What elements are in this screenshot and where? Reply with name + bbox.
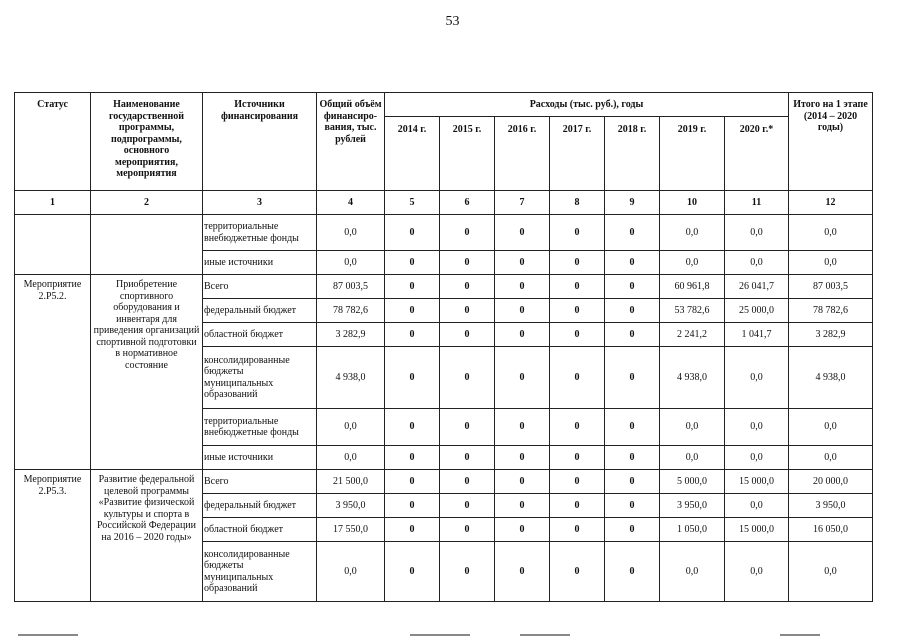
value-cell: 0,0 bbox=[725, 251, 789, 275]
value-cell: 0 bbox=[495, 542, 550, 602]
value-cell: 0 bbox=[385, 446, 440, 470]
value-cell: 0 bbox=[495, 275, 550, 299]
value-cell: 0 bbox=[605, 275, 660, 299]
header-name: Наименование государственной программы, подпрограммы, основного мероприятия, мероприятия bbox=[91, 93, 203, 191]
value-cell: 0,0 bbox=[317, 215, 385, 251]
funding-source-cell: территориальные внебюджетные фонды bbox=[203, 215, 317, 251]
value-cell: 0,0 bbox=[660, 215, 725, 251]
funding-source-cell: областной бюджет bbox=[203, 518, 317, 542]
value-cell: 0,0 bbox=[725, 347, 789, 409]
value-cell: 0 bbox=[385, 518, 440, 542]
program-name-cell: Приобретение спортивного оборудования и инвентаря для приведения организаций спортивной подготовки в нормативное состояние bbox=[91, 275, 203, 470]
value-cell: 0 bbox=[385, 299, 440, 323]
value-cell: 0,0 bbox=[789, 446, 873, 470]
value-cell: 0 bbox=[385, 470, 440, 494]
value-cell: 0,0 bbox=[317, 446, 385, 470]
value-cell: 0,0 bbox=[789, 251, 873, 275]
funding-source-cell: консолидированные бюджеты муниципальных образований bbox=[203, 542, 317, 602]
table-row bbox=[15, 470, 873, 494]
value-cell: 0 bbox=[605, 409, 660, 446]
status-cell bbox=[15, 215, 91, 275]
value-cell: 0 bbox=[495, 446, 550, 470]
value-cell: 15 000,0 bbox=[725, 518, 789, 542]
value-cell: 0 bbox=[440, 323, 495, 347]
value-cell: 0 bbox=[605, 299, 660, 323]
value-cell: 60 961,8 bbox=[660, 275, 725, 299]
value-cell: 3 282,9 bbox=[789, 323, 873, 347]
value-cell: 0,0 bbox=[725, 409, 789, 446]
value-cell: 4 938,0 bbox=[660, 347, 725, 409]
value-cell: 0 bbox=[440, 518, 495, 542]
program-name-cell: Развитие федеральной целевой программы «Развитие физической культуры и спорта в Российской Федерации на 2016 – 2020 годы» bbox=[91, 470, 203, 602]
value-cell: 0 bbox=[550, 347, 605, 409]
value-cell: 4 938,0 bbox=[317, 347, 385, 409]
value-cell: 0 bbox=[385, 347, 440, 409]
program-name-cell bbox=[91, 215, 203, 275]
value-cell: 0 bbox=[385, 494, 440, 518]
column-number: 10 bbox=[660, 191, 725, 215]
value-cell: 0 bbox=[495, 323, 550, 347]
header-stage-total: Итого на 1 этапе (2014 – 2020 годы) bbox=[789, 93, 873, 191]
value-cell: 0 bbox=[440, 409, 495, 446]
header-year: 2019 г. bbox=[660, 117, 725, 191]
value-cell: 0 bbox=[495, 347, 550, 409]
value-cell: 0 bbox=[550, 299, 605, 323]
value-cell: 0 bbox=[550, 494, 605, 518]
value-cell: 0,0 bbox=[725, 446, 789, 470]
value-cell: 15 000,0 bbox=[725, 470, 789, 494]
value-cell: 3 282,9 bbox=[317, 323, 385, 347]
value-cell: 3 950,0 bbox=[789, 494, 873, 518]
funding-source-cell: территориальные внебюджетные фонды bbox=[203, 409, 317, 446]
funding-source-cell: федеральный бюджет bbox=[203, 299, 317, 323]
value-cell: 0 bbox=[605, 542, 660, 602]
value-cell: 0,0 bbox=[789, 542, 873, 602]
funding-source-cell: иные источники bbox=[203, 251, 317, 275]
value-cell: 0,0 bbox=[317, 409, 385, 446]
value-cell: 0 bbox=[440, 275, 495, 299]
value-cell: 1 050,0 bbox=[660, 518, 725, 542]
value-cell: 1 041,7 bbox=[725, 323, 789, 347]
value-cell: 0 bbox=[440, 347, 495, 409]
value-cell: 0,0 bbox=[317, 542, 385, 602]
value-cell: 0 bbox=[605, 215, 660, 251]
value-cell: 0,0 bbox=[789, 215, 873, 251]
header-year: 2020 г.* bbox=[725, 117, 789, 191]
column-number: 1 bbox=[15, 191, 91, 215]
column-number: 2 bbox=[91, 191, 203, 215]
value-cell: 0,0 bbox=[725, 542, 789, 602]
value-cell: 0 bbox=[550, 409, 605, 446]
value-cell: 0 bbox=[550, 323, 605, 347]
value-cell: 0,0 bbox=[725, 494, 789, 518]
value-cell: 78 782,6 bbox=[789, 299, 873, 323]
value-cell: 0 bbox=[495, 215, 550, 251]
financing-table bbox=[14, 92, 873, 602]
scan-artifact bbox=[18, 634, 78, 636]
value-cell: 0 bbox=[385, 542, 440, 602]
funding-source-cell: консолидированные бюджеты муниципальных образований bbox=[203, 347, 317, 409]
value-cell: 0 bbox=[495, 409, 550, 446]
column-number: 8 bbox=[550, 191, 605, 215]
value-cell: 0,0 bbox=[317, 251, 385, 275]
value-cell: 3 950,0 bbox=[317, 494, 385, 518]
value-cell: 0 bbox=[605, 323, 660, 347]
value-cell: 0 bbox=[495, 494, 550, 518]
value-cell: 0,0 bbox=[660, 446, 725, 470]
value-cell: 0 bbox=[385, 215, 440, 251]
value-cell: 0,0 bbox=[789, 409, 873, 446]
value-cell: 2 241,2 bbox=[660, 323, 725, 347]
scan-artifact bbox=[780, 634, 820, 636]
value-cell: 0 bbox=[605, 470, 660, 494]
header-year: 2015 г. bbox=[440, 117, 495, 191]
funding-source-cell: Всего bbox=[203, 275, 317, 299]
value-cell: 0 bbox=[550, 542, 605, 602]
column-number: 7 bbox=[495, 191, 550, 215]
header-status: Статус bbox=[15, 93, 91, 191]
header-year: 2016 г. bbox=[495, 117, 550, 191]
funding-source-cell: Всего bbox=[203, 470, 317, 494]
funding-source-cell: федеральный бюджет bbox=[203, 494, 317, 518]
status-cell: Мероприятие 2.Р5.2. bbox=[15, 275, 91, 470]
value-cell: 0 bbox=[495, 518, 550, 542]
funding-source-cell: иные источники bbox=[203, 446, 317, 470]
funding-source-cell: областной бюджет bbox=[203, 323, 317, 347]
scan-artifact bbox=[410, 634, 470, 636]
value-cell: 0,0 bbox=[660, 251, 725, 275]
value-cell: 0 bbox=[385, 275, 440, 299]
page-number: 53 bbox=[445, 14, 460, 29]
value-cell: 0 bbox=[550, 275, 605, 299]
value-cell: 0 bbox=[605, 251, 660, 275]
value-cell: 4 938,0 bbox=[789, 347, 873, 409]
value-cell: 0,0 bbox=[660, 542, 725, 602]
value-cell: 5 000,0 bbox=[660, 470, 725, 494]
column-number: 9 bbox=[605, 191, 660, 215]
value-cell: 78 782,6 bbox=[317, 299, 385, 323]
value-cell: 16 050,0 bbox=[789, 518, 873, 542]
value-cell: 17 550,0 bbox=[317, 518, 385, 542]
value-cell: 0 bbox=[440, 299, 495, 323]
value-cell: 0 bbox=[385, 251, 440, 275]
value-cell: 0 bbox=[440, 251, 495, 275]
value-cell: 0 bbox=[385, 409, 440, 446]
header-year: 2018 г. bbox=[605, 117, 660, 191]
value-cell: 0 bbox=[550, 215, 605, 251]
value-cell: 0 bbox=[495, 299, 550, 323]
column-number: 3 bbox=[203, 191, 317, 215]
header-total: Общий объём финансиро-вания, тыс. рублей bbox=[317, 93, 385, 191]
value-cell: 0 bbox=[550, 446, 605, 470]
value-cell: 0 bbox=[605, 494, 660, 518]
value-cell: 0,0 bbox=[725, 215, 789, 251]
status-cell: Мероприятие 2.Р5.3. bbox=[15, 470, 91, 602]
value-cell: 0 bbox=[385, 323, 440, 347]
table-row bbox=[15, 275, 873, 299]
value-cell: 0 bbox=[550, 470, 605, 494]
value-cell: 25 000,0 bbox=[725, 299, 789, 323]
value-cell: 53 782,6 bbox=[660, 299, 725, 323]
value-cell: 0 bbox=[440, 215, 495, 251]
table-row bbox=[15, 215, 873, 251]
value-cell: 21 500,0 bbox=[317, 470, 385, 494]
value-cell: 0 bbox=[605, 518, 660, 542]
value-cell: 0,0 bbox=[660, 409, 725, 446]
value-cell: 0 bbox=[440, 470, 495, 494]
column-number: 4 bbox=[317, 191, 385, 215]
value-cell: 0 bbox=[495, 470, 550, 494]
column-number: 12 bbox=[789, 191, 873, 215]
value-cell: 0 bbox=[440, 446, 495, 470]
value-cell: 3 950,0 bbox=[660, 494, 725, 518]
header-source: Источники финансирования bbox=[203, 93, 317, 191]
value-cell: 87 003,5 bbox=[317, 275, 385, 299]
value-cell: 0 bbox=[605, 347, 660, 409]
value-cell: 0 bbox=[550, 251, 605, 275]
header-year: 2017 г. bbox=[550, 117, 605, 191]
value-cell: 87 003,5 bbox=[789, 275, 873, 299]
value-cell: 0 bbox=[495, 251, 550, 275]
value-cell: 0 bbox=[605, 446, 660, 470]
column-number: 6 bbox=[440, 191, 495, 215]
header-year: 2014 г. bbox=[385, 117, 440, 191]
value-cell: 0 bbox=[440, 494, 495, 518]
header-expenses: Расходы (тыс. руб.), годы bbox=[385, 93, 789, 117]
scan-artifact bbox=[520, 634, 570, 636]
column-number: 5 bbox=[385, 191, 440, 215]
value-cell: 0 bbox=[440, 542, 495, 602]
value-cell: 26 041,7 bbox=[725, 275, 789, 299]
value-cell: 20 000,0 bbox=[789, 470, 873, 494]
column-number: 11 bbox=[725, 191, 789, 215]
value-cell: 0 bbox=[550, 518, 605, 542]
